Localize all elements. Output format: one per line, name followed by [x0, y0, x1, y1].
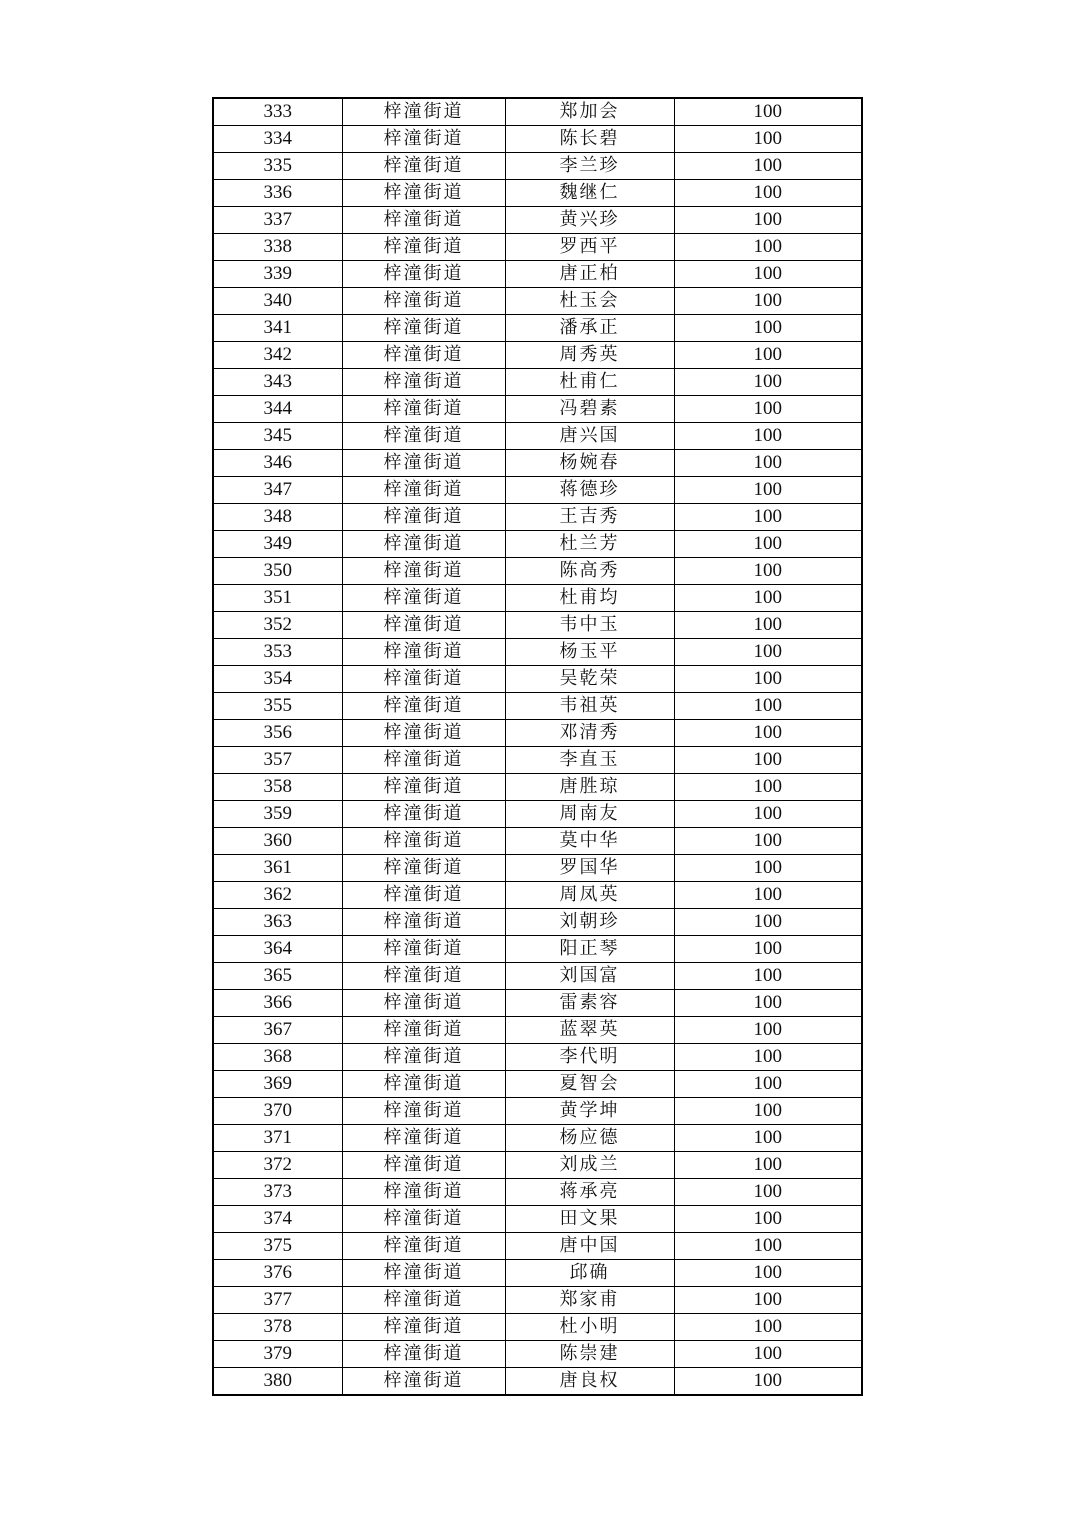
- row-number-cell: 378: [213, 1314, 342, 1341]
- table-row: [213, 1206, 862, 1233]
- person-name-cell: 潘承正: [505, 315, 674, 342]
- person-name-cell: 邱确: [505, 1260, 674, 1287]
- table-row: [213, 504, 862, 531]
- row-number-cell: 365: [213, 963, 342, 990]
- table-row: [213, 1125, 862, 1152]
- area-cell: 梓潼街道: [342, 1314, 505, 1341]
- amount-cell: 100: [674, 882, 862, 909]
- amount-cell: 100: [674, 504, 862, 531]
- row-number-cell: 376: [213, 1260, 342, 1287]
- area-cell: 梓潼街道: [342, 1206, 505, 1233]
- table-row: [213, 423, 862, 450]
- row-number-cell: 377: [213, 1287, 342, 1314]
- table-row: [213, 450, 862, 477]
- row-number-cell: 355: [213, 693, 342, 720]
- person-name-cell: 韦中玉: [505, 612, 674, 639]
- table-row: [213, 1044, 862, 1071]
- area-cell: 梓潼街道: [342, 477, 505, 504]
- area-cell: 梓潼街道: [342, 450, 505, 477]
- amount-cell: 100: [674, 261, 862, 288]
- row-number-cell: 372: [213, 1152, 342, 1179]
- table-row: [213, 315, 862, 342]
- area-cell: 梓潼街道: [342, 666, 505, 693]
- table-row: [213, 909, 862, 936]
- row-number-cell: 375: [213, 1233, 342, 1260]
- row-number-cell: 342: [213, 342, 342, 369]
- row-number-cell: 337: [213, 207, 342, 234]
- area-cell: 梓潼街道: [342, 126, 505, 153]
- area-cell: 梓潼街道: [342, 801, 505, 828]
- amount-cell: 100: [674, 1260, 862, 1287]
- amount-cell: 100: [674, 369, 862, 396]
- amount-cell: 100: [674, 288, 862, 315]
- row-number-cell: 353: [213, 639, 342, 666]
- area-cell: 梓潼街道: [342, 585, 505, 612]
- table-row: [213, 1152, 862, 1179]
- area-cell: 梓潼街道: [342, 1017, 505, 1044]
- row-number-cell: 335: [213, 153, 342, 180]
- table-row: [213, 666, 862, 693]
- area-cell: 梓潼街道: [342, 990, 505, 1017]
- table-row: [213, 963, 862, 990]
- person-name-cell: 唐中国: [505, 1233, 674, 1260]
- area-cell: 梓潼街道: [342, 423, 505, 450]
- amount-cell: 100: [674, 423, 862, 450]
- person-name-cell: 郑家甫: [505, 1287, 674, 1314]
- row-number-cell: 351: [213, 585, 342, 612]
- table-row: [213, 1179, 862, 1206]
- person-name-cell: 杜甫均: [505, 585, 674, 612]
- area-cell: 梓潼街道: [342, 315, 505, 342]
- amount-cell: 100: [674, 990, 862, 1017]
- person-name-cell: 冯碧素: [505, 396, 674, 423]
- area-cell: 梓潼街道: [342, 369, 505, 396]
- row-number-cell: 341: [213, 315, 342, 342]
- area-cell: 梓潼街道: [342, 1233, 505, 1260]
- person-name-cell: 陈崇建: [505, 1341, 674, 1368]
- person-name-cell: 杜甫仁: [505, 369, 674, 396]
- person-name-cell: 刘成兰: [505, 1152, 674, 1179]
- row-number-cell: 346: [213, 450, 342, 477]
- amount-cell: 100: [674, 477, 862, 504]
- person-name-cell: 刘国富: [505, 963, 674, 990]
- row-number-cell: 361: [213, 855, 342, 882]
- amount-cell: 100: [674, 666, 862, 693]
- person-name-cell: 唐胜琼: [505, 774, 674, 801]
- person-name-cell: 黄兴珍: [505, 207, 674, 234]
- row-number-cell: 338: [213, 234, 342, 261]
- person-name-cell: 田文果: [505, 1206, 674, 1233]
- person-name-cell: 唐正柏: [505, 261, 674, 288]
- table-row: [213, 1368, 862, 1396]
- person-name-cell: 郑加会: [505, 98, 674, 126]
- amount-cell: 100: [674, 1152, 862, 1179]
- person-name-cell: 李兰珍: [505, 153, 674, 180]
- person-name-cell: 吴乾荣: [505, 666, 674, 693]
- row-number-cell: 368: [213, 1044, 342, 1071]
- area-cell: 梓潼街道: [342, 909, 505, 936]
- table-row: [213, 936, 862, 963]
- table-row: [213, 369, 862, 396]
- amount-cell: 100: [674, 396, 862, 423]
- person-name-cell: 杜玉会: [505, 288, 674, 315]
- table-row: [213, 1314, 862, 1341]
- amount-cell: 100: [674, 909, 862, 936]
- area-cell: 梓潼街道: [342, 234, 505, 261]
- person-name-cell: 陈长碧: [505, 126, 674, 153]
- area-cell: 梓潼街道: [342, 855, 505, 882]
- area-cell: 梓潼街道: [342, 1260, 505, 1287]
- table-row: [213, 801, 862, 828]
- amount-cell: 100: [674, 207, 862, 234]
- area-cell: 梓潼街道: [342, 1287, 505, 1314]
- row-number-cell: 379: [213, 1341, 342, 1368]
- row-number-cell: 369: [213, 1071, 342, 1098]
- amount-cell: 100: [674, 126, 862, 153]
- row-number-cell: 334: [213, 126, 342, 153]
- area-cell: 梓潼街道: [342, 504, 505, 531]
- table-row: [213, 234, 862, 261]
- table-row: [213, 585, 862, 612]
- row-number-cell: 380: [213, 1368, 342, 1396]
- table-row: [213, 1260, 862, 1287]
- table-row: [213, 882, 862, 909]
- amount-cell: 100: [674, 936, 862, 963]
- row-number-cell: 356: [213, 720, 342, 747]
- area-cell: 梓潼街道: [342, 1044, 505, 1071]
- area-cell: 梓潼街道: [342, 1098, 505, 1125]
- table-row: [213, 828, 862, 855]
- person-name-cell: 唐兴国: [505, 423, 674, 450]
- table-row: [213, 720, 862, 747]
- person-name-cell: 周秀英: [505, 342, 674, 369]
- amount-cell: 100: [674, 1206, 862, 1233]
- amount-cell: 100: [674, 1125, 862, 1152]
- row-number-cell: 360: [213, 828, 342, 855]
- row-number-cell: 348: [213, 504, 342, 531]
- table-body: [213, 98, 862, 1395]
- person-name-cell: 蒋承亮: [505, 1179, 674, 1206]
- amount-cell: 100: [674, 1044, 862, 1071]
- person-name-cell: 杜兰芳: [505, 531, 674, 558]
- amount-cell: 100: [674, 747, 862, 774]
- person-name-cell: 罗国华: [505, 855, 674, 882]
- person-name-cell: 蒋德珍: [505, 477, 674, 504]
- person-name-cell: 周凤英: [505, 882, 674, 909]
- area-cell: 梓潼街道: [342, 1071, 505, 1098]
- person-name-cell: 李直玉: [505, 747, 674, 774]
- amount-cell: 100: [674, 774, 862, 801]
- area-cell: 梓潼街道: [342, 882, 505, 909]
- area-cell: 梓潼街道: [342, 180, 505, 207]
- area-cell: 梓潼街道: [342, 531, 505, 558]
- amount-cell: 100: [674, 531, 862, 558]
- amount-cell: 100: [674, 98, 862, 126]
- amount-cell: 100: [674, 585, 862, 612]
- row-number-cell: 352: [213, 612, 342, 639]
- person-name-cell: 陈高秀: [505, 558, 674, 585]
- amount-cell: 100: [674, 963, 862, 990]
- area-cell: 梓潼街道: [342, 693, 505, 720]
- person-name-cell: 雷素容: [505, 990, 674, 1017]
- amount-cell: 100: [674, 639, 862, 666]
- area-cell: 梓潼街道: [342, 1368, 505, 1396]
- row-number-cell: 357: [213, 747, 342, 774]
- row-number-cell: 374: [213, 1206, 342, 1233]
- person-name-cell: 黄学坤: [505, 1098, 674, 1125]
- row-number-cell: 339: [213, 261, 342, 288]
- row-number-cell: 347: [213, 477, 342, 504]
- amount-cell: 100: [674, 1071, 862, 1098]
- amount-cell: 100: [674, 855, 862, 882]
- table-row: [213, 774, 862, 801]
- area-cell: 梓潼街道: [342, 558, 505, 585]
- area-cell: 梓潼街道: [342, 1152, 505, 1179]
- person-name-cell: 唐良权: [505, 1368, 674, 1396]
- area-cell: 梓潼街道: [342, 1341, 505, 1368]
- person-name-cell: 杨婉春: [505, 450, 674, 477]
- area-cell: 梓潼街道: [342, 828, 505, 855]
- row-number-cell: 343: [213, 369, 342, 396]
- row-number-cell: 333: [213, 98, 342, 126]
- amount-cell: 100: [674, 1179, 862, 1206]
- row-number-cell: 362: [213, 882, 342, 909]
- table-row: [213, 180, 862, 207]
- amount-cell: 100: [674, 720, 862, 747]
- person-name-cell: 邓清秀: [505, 720, 674, 747]
- person-name-cell: 韦祖英: [505, 693, 674, 720]
- amount-cell: 100: [674, 315, 862, 342]
- row-number-cell: 364: [213, 936, 342, 963]
- area-cell: 梓潼街道: [342, 342, 505, 369]
- table-row: [213, 98, 862, 126]
- person-name-cell: 夏智会: [505, 1071, 674, 1098]
- table-row: [213, 1341, 862, 1368]
- row-number-cell: 354: [213, 666, 342, 693]
- amount-cell: 100: [674, 558, 862, 585]
- amount-cell: 100: [674, 180, 862, 207]
- table-row: [213, 396, 862, 423]
- person-name-cell: 周南友: [505, 801, 674, 828]
- row-number-cell: 363: [213, 909, 342, 936]
- table-row: [213, 1098, 862, 1125]
- amount-cell: 100: [674, 234, 862, 261]
- table-row: [213, 531, 862, 558]
- amount-cell: 100: [674, 612, 862, 639]
- amount-cell: 100: [674, 1368, 862, 1396]
- person-name-cell: 莫中华: [505, 828, 674, 855]
- area-cell: 梓潼街道: [342, 98, 505, 126]
- person-name-cell: 阳正琴: [505, 936, 674, 963]
- person-name-cell: 魏继仁: [505, 180, 674, 207]
- person-name-cell: 罗西平: [505, 234, 674, 261]
- person-name-cell: 杜小明: [505, 1314, 674, 1341]
- amount-cell: 100: [674, 342, 862, 369]
- row-number-cell: 366: [213, 990, 342, 1017]
- table-row: [213, 693, 862, 720]
- table-row: [213, 558, 862, 585]
- row-number-cell: 370: [213, 1098, 342, 1125]
- area-cell: 梓潼街道: [342, 612, 505, 639]
- table-row: [213, 342, 862, 369]
- area-cell: 梓潼街道: [342, 1125, 505, 1152]
- row-number-cell: 373: [213, 1179, 342, 1206]
- table-row: [213, 477, 862, 504]
- table-row: [213, 1017, 862, 1044]
- area-cell: 梓潼街道: [342, 153, 505, 180]
- table-row: [213, 261, 862, 288]
- person-name-cell: 王吉秀: [505, 504, 674, 531]
- person-name-cell: 杨应德: [505, 1125, 674, 1152]
- row-number-cell: 345: [213, 423, 342, 450]
- row-number-cell: 358: [213, 774, 342, 801]
- area-cell: 梓潼街道: [342, 207, 505, 234]
- amount-cell: 100: [674, 1233, 862, 1260]
- amount-cell: 100: [674, 1098, 862, 1125]
- row-number-cell: 371: [213, 1125, 342, 1152]
- area-cell: 梓潼街道: [342, 774, 505, 801]
- person-name-cell: 刘朝珍: [505, 909, 674, 936]
- table-row: [213, 207, 862, 234]
- amount-cell: 100: [674, 450, 862, 477]
- area-cell: 梓潼街道: [342, 1179, 505, 1206]
- amount-cell: 100: [674, 1341, 862, 1368]
- area-cell: 梓潼街道: [342, 639, 505, 666]
- table-row: [213, 612, 862, 639]
- table-row: [213, 747, 862, 774]
- row-number-cell: 350: [213, 558, 342, 585]
- area-cell: 梓潼街道: [342, 747, 505, 774]
- row-number-cell: 336: [213, 180, 342, 207]
- row-number-cell: 340: [213, 288, 342, 315]
- area-cell: 梓潼街道: [342, 936, 505, 963]
- amount-cell: 100: [674, 693, 862, 720]
- table-row: [213, 1233, 862, 1260]
- row-number-cell: 359: [213, 801, 342, 828]
- area-cell: 梓潼街道: [342, 396, 505, 423]
- person-name-cell: 杨玉平: [505, 639, 674, 666]
- area-cell: 梓潼街道: [342, 261, 505, 288]
- amount-cell: 100: [674, 1017, 862, 1044]
- data-table: [212, 97, 863, 1396]
- person-name-cell: 蓝翠英: [505, 1017, 674, 1044]
- area-cell: 梓潼街道: [342, 720, 505, 747]
- table-row: [213, 639, 862, 666]
- table-row: [213, 126, 862, 153]
- row-number-cell: 367: [213, 1017, 342, 1044]
- amount-cell: 100: [674, 1287, 862, 1314]
- amount-cell: 100: [674, 828, 862, 855]
- row-number-cell: 349: [213, 531, 342, 558]
- table-row: [213, 1287, 862, 1314]
- table-row: [213, 288, 862, 315]
- amount-cell: 100: [674, 153, 862, 180]
- area-cell: 梓潼街道: [342, 963, 505, 990]
- row-number-cell: 344: [213, 396, 342, 423]
- amount-cell: 100: [674, 801, 862, 828]
- table-row: [213, 990, 862, 1017]
- person-name-cell: 李代明: [505, 1044, 674, 1071]
- area-cell: 梓潼街道: [342, 288, 505, 315]
- table-row: [213, 1071, 862, 1098]
- amount-cell: 100: [674, 1314, 862, 1341]
- table-row: [213, 855, 862, 882]
- table-row: [213, 153, 862, 180]
